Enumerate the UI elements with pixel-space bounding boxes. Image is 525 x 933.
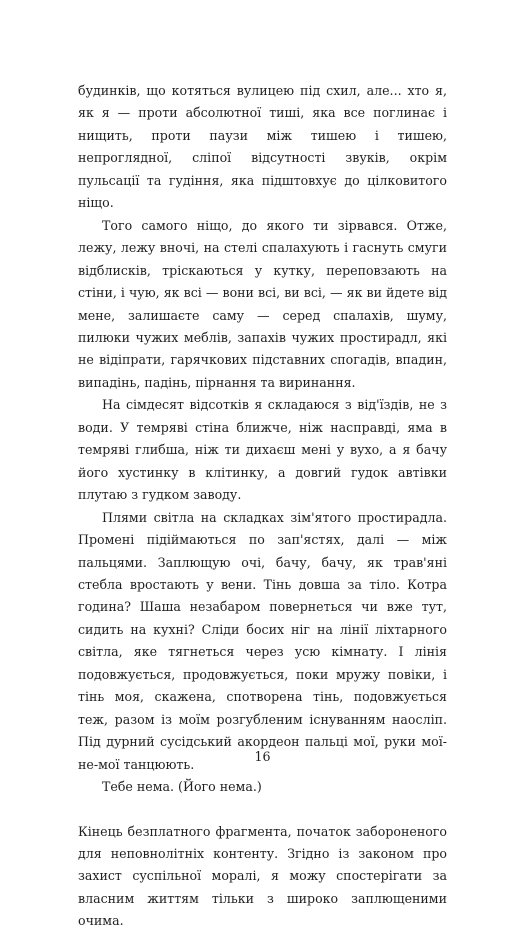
- paragraph-continuation: будинків, що котяться вулицею під схил, але... хто я, як я — проти абсолютної тиші, яка все поглинає і нищить, проти паузи між тишею і тишею, непроглядної, сліпої відсутності звуків, окрім пульсації та гудіння, яка підштовхує до цілковитого ніщо.: [78, 83, 447, 211]
- paragraph: Того самого ніщо, до якого ти зірвався. Отже, лежу, лежу вночі, на стелі спалахують і гаснуть смуги відблисків, тріскаються у кутку, переповзають на стіни, і чую, як всі — вони всі, ви всі, — як ви йдете від мене, залишаєте саму — серед спалахів, шуму, пилюки чужих меблів, запахів чужих простирадл, які не відіпрати, гарячкових підставних спогадів, впадин, випадінь, падінь, пірнання та виринання.: [78, 217, 447, 390]
- page-number: 16: [254, 749, 271, 764]
- section-gap: [78, 799, 447, 821]
- paragraph: Тебе нема. (Його нема.): [102, 779, 262, 795]
- closing-note: Кінець безплатного фрагмента, початок забороненого для неповнолітніх контенту. Згідно із законом про захист суспільної моралі, я можу спостерігати за власним життям тільки з широко заплющеними очима.: [78, 823, 447, 929]
- body-text: [78, 80, 447, 933]
- paragraph: Плями світла на складках зім'ятого простирадла. Промені підіймаються по зап'ястях, далі — між пальцями. Заплющую очі, бачу, бачу, як трав'яні стебла вростають у вени. Тінь довша за тіло. Котра година? Шаша незабаром повернеться чи вже тут, сидить на кухні? Сліди босих ніг на лінії ліхтарного світла, яке тягнеться через усю кімнату. І лінія подовжується, продовжується, поки мружу повіки, і тінь моя, скажена, спотворена тінь, подовжується теж, разом із моїм розгубленим існуванням наосліп. Під дурний сусідський акордеон пальці мої, руки мої-не-мої танцюють.: [78, 509, 447, 772]
- paragraph: На сімдесят відсотків я складаюся з від'їздів, не з води. У темряві стіна ближче, ніж насправді, яма в темряві глибша, ніж ти дихаєш мені у вухо, а я бачу його хустинку в клітинку, а довгий гудок автівки плутаю з гудком заводу.: [78, 397, 447, 503]
